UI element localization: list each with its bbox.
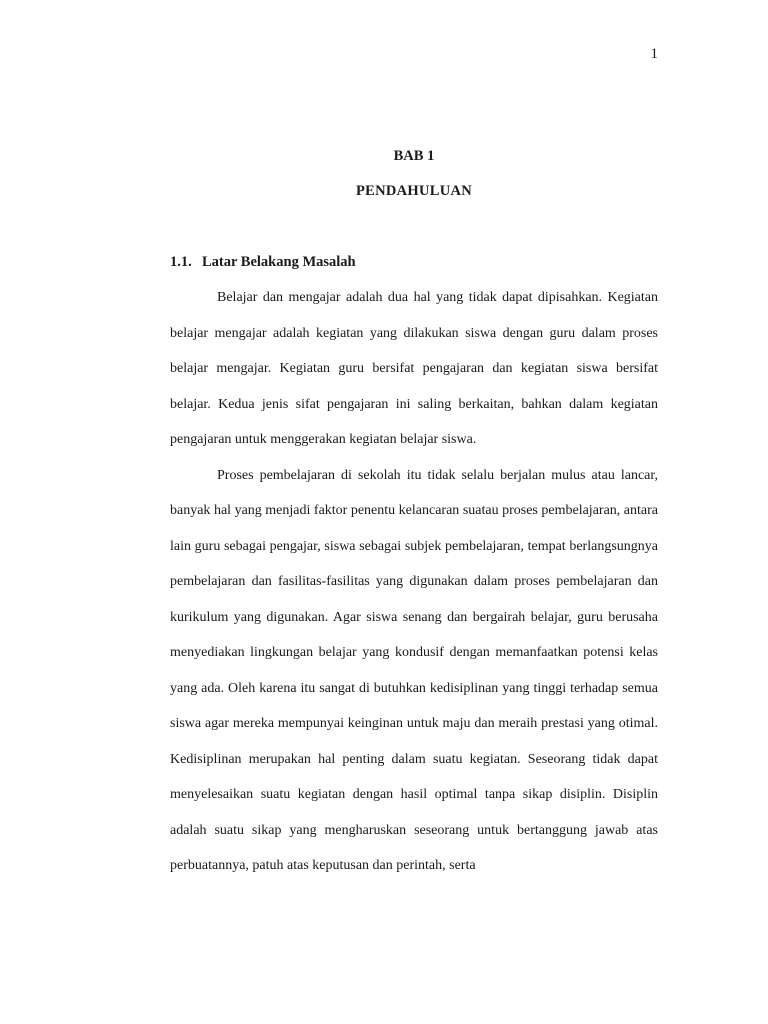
section-heading [170, 254, 356, 271]
chapter-number: BAB 1 [393, 148, 435, 164]
chapter-title: PENDAHULUAN [355, 183, 473, 199]
page-number: 1 [650, 46, 658, 62]
paragraph: Proses pembelajaran di sekolah itu tidak selalu berjalan mulus atau lancar, banyak hal yang menjadi faktor penentu kelancaran suatau proses pembelajaran, antara lain guru sebagai pengajar, siswa sebagai subjek pembelajaran, tempat berlangsungnya pembelajaran dan fasilitas-fasilitas yang digunakan dalam proses pembelajaran dan kurikulum yang digunakan. Agar siswa senang dan bergairah belajar, guru berusaha menyediakan lingkungan belajar yang kondusif dengan memanfaatkan potensi kelas yang ada. Oleh karena itu sangat di butuhkan kedisiplinan yang tinggi terhadap semua siswa agar mereka mempunyai keinginan untuk maju dan meraih prestasi yang otimal. Kedisiplinan merupakan hal penting dalam suatu kegiatan. Seseorang tidak dapat menyelesaikan suatu kegiatan dengan hasil optimal tanpa sikap disiplin. Disiplin adalah suatu sikap yang mengharuskan seseorang untuk bertanggung jawab atas perbuatannya, patuh atas keputusan dan perintah, serta [170, 467, 658, 873]
paragraph: Belajar dan mengajar adalah dua hal yang tidak dapat dipisahkan. Kegiatan belajar mengajar adalah kegiatan yang dilakukan siswa dengan guru dalam proses belajar mengajar. Kegiatan guru bersifat pengajaran dan kegiatan siswa bersifat belajar. Kedua jenis sifat pengajaran ini saling berkaitan, bahkan dalam kegiatan pengajaran untuk menggerakan kegiatan belajar siswa. [170, 290, 658, 447]
body-text [170, 280, 658, 884]
section-title: Latar Belakang Masalah [202, 254, 356, 270]
section-number: 1.1. [170, 254, 192, 270]
